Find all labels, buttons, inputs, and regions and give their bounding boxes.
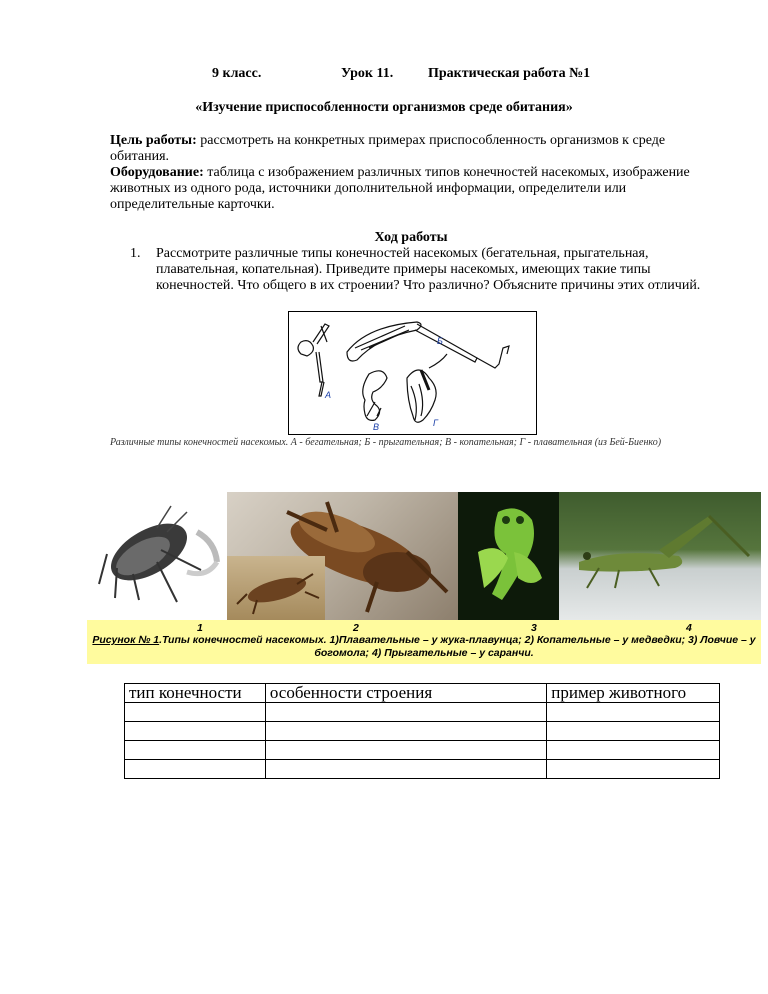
table-cell[interactable] <box>125 703 266 722</box>
figure1-number-3: 3 <box>531 622 537 634</box>
list-item-number: 1. <box>130 246 141 261</box>
leg-label-c: В <box>373 422 380 432</box>
table-row <box>125 741 720 760</box>
table-cell[interactable] <box>547 722 720 741</box>
goal-paragraph <box>110 133 710 165</box>
figure1-caption-ref: Рисунок № 1 <box>92 634 160 646</box>
table-cell[interactable] <box>265 741 546 760</box>
figure1-caption-text: .Типы конечностей насекомых. 1)Плавательные – у жука-плавунца; 2) Копательные – у медведки; 3) Ловчие – у богомола; 4) Прыгательные – у саранчи. <box>159 634 756 659</box>
list-item-text: Рассмотрите различные типы конечностей насекомых (бегательная, прыгательная, плавательная, копательная). Приведите примеры насекомых, имеющих такие типы конечностей. Что общего в их строении? Что различно? Объясните причины этих отличий. <box>156 246 701 293</box>
figure1-number-4: 4 <box>686 622 692 634</box>
table-row <box>125 760 720 779</box>
photo-grasshopper <box>559 492 761 620</box>
figure1-caption-box <box>87 620 761 664</box>
table-row <box>125 722 720 741</box>
figure1-number-1: 1 <box>197 622 203 634</box>
photo-mole-cricket <box>227 492 458 620</box>
table-cell[interactable] <box>125 722 266 741</box>
table-header-cell: пример животного <box>547 684 720 703</box>
equipment-label: Оборудование: <box>110 165 204 180</box>
table-cell[interactable] <box>125 741 266 760</box>
table-cell[interactable] <box>265 760 546 779</box>
leg-label-a: А <box>325 390 332 400</box>
work-label: Практическая работа №1 <box>428 66 591 81</box>
goal-text: рассмотреть на конкретных примерах приспособленность организмов к среде обитания. <box>110 133 666 164</box>
table-header-cell: особенности строения <box>265 684 546 703</box>
leg-label-d: Г <box>433 418 438 428</box>
equipment-paragraph <box>110 165 710 213</box>
procedure-list <box>130 246 710 294</box>
table-cell[interactable] <box>547 703 720 722</box>
photo-diving-beetle <box>87 492 227 620</box>
procedure-heading: Ход работы <box>374 230 448 245</box>
leg-types-figure <box>288 311 537 435</box>
goal-label: Цель работы: <box>110 133 197 148</box>
table-cell[interactable] <box>547 741 720 760</box>
photo-mole-cricket-inset <box>227 556 325 620</box>
leg-label-b: Б <box>437 336 443 346</box>
table-cell[interactable] <box>265 722 546 741</box>
grade-label: 9 класс. <box>212 66 262 81</box>
page-title: «Изучение приспособленности организмов среде обитания» <box>195 100 573 115</box>
table-cell[interactable] <box>125 760 266 779</box>
leg-drawings <box>289 312 536 434</box>
table-header-row <box>125 684 720 703</box>
lesson-label: Урок 11. <box>341 66 394 81</box>
table-cell[interactable] <box>265 703 546 722</box>
figure1-caption <box>89 634 759 660</box>
leg-figure-caption: Различные типы конечностей насекомых. А - бегательная; Б - прыгательная; В - копательная; Г - плавательная (из Бей-Биенко) <box>110 437 662 448</box>
figure1-number-2: 2 <box>353 622 359 634</box>
table-cell[interactable] <box>547 760 720 779</box>
answer-table <box>124 683 720 779</box>
equipment-text: таблица с изображением различных типов конечностей насекомых, изображение животных из одного рода, источники дополнительной информации, определители или определительные карточки. <box>110 165 690 212</box>
photo-mantis <box>458 492 559 620</box>
table-header-cell: тип конечности <box>125 684 266 703</box>
table-row <box>125 703 720 722</box>
